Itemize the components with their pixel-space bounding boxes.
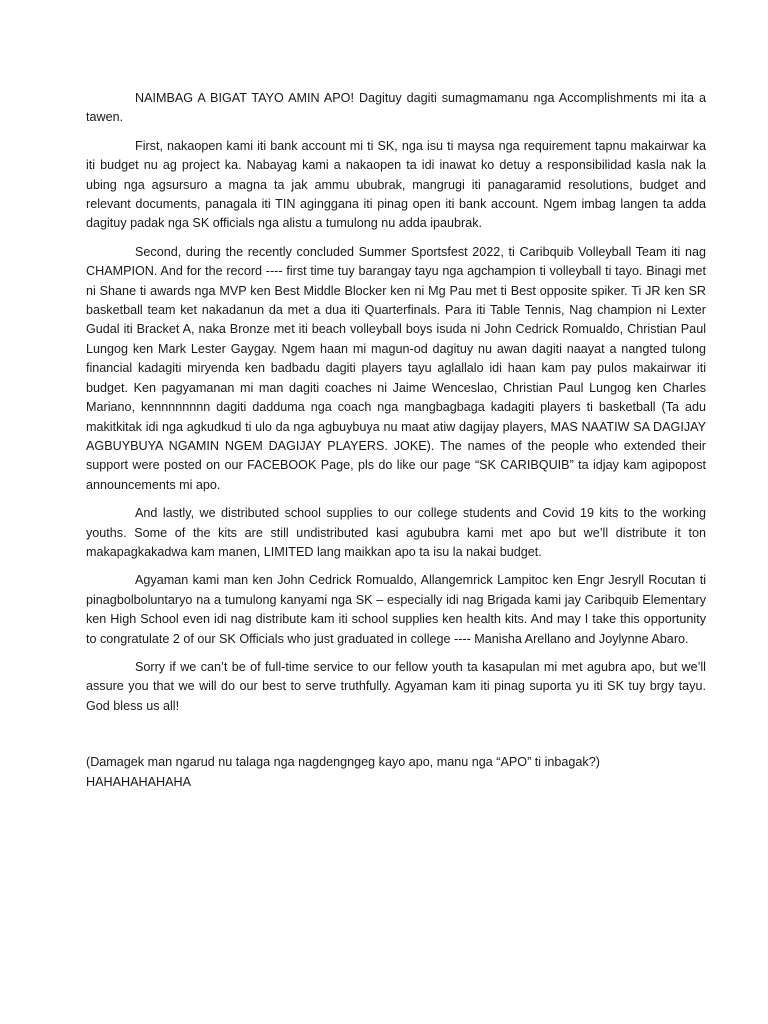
greeting-paragraph: NAIMBAG A BIGAT TAYO AMIN APO! Dagituy dagiti sumagmamanu nga Accomplishments mi ita a tawen. (86, 91, 706, 125)
bank-account-paragraph: First, nakaopen kami iti bank account mi ti SK, nga isu ti maysa nga requirement tapnu makairwar ka iti budget nu ag project ka. Nabayag kami a nakaopen ta idi inawat ko detuy a responsibilidad kasla nak la ubing nga agsursuro a magna ta jak ammu ububrak, mangrugi iti panagaramid resolutions, budget and relevant documents, panagala iti TIN aginggana iti pinag open iti bank account. Ngem imbag langen ta adda dagituy padak nga SK officials nga alistu a tumulong nu adda ipaubrak. (86, 138, 706, 231)
closing-paragraph: Sorry if we can’t be of full-time service to our fellow youth ta kasapulan mi met agubra apo, but we’ll assure you that we will do our best to serve truthfully. Agyaman kam iti pinag suporta yu iti SK tuy brgy tayu. God bless us all! (86, 659, 706, 713)
postscript-question: (Damagek man ngarud nu talaga nga nagdengngeg kayo apo, manu nga “APO” ti inbagak?) (86, 755, 600, 770)
postscript-laughter: HAHAHAHAHAHA (86, 774, 191, 789)
postscript (86, 753, 706, 792)
sportsfest-paragraph: Second, during the recently concluded Summer Sportsfest 2022, ti Caribquib Volleyball Team iti nag CHAMPION. And for the record ---- first time tuy barangay tayu nga agchampion ti volleyball ti tayo. Binagi met ni Shane ti awards nga MVP ken Best Middle Blocker ken ni Mg Pau met ti Best opposite spiker. Ti JR ken SR basketball team ket nakadanun da met a dua iti Quarterfinals. Para iti Table Tennis, Nag champion ni Lexter Gudal iti Bracket A, naka Bronze met iti beach volleyball boys isuda ni John Cedrick Romualdo, Christian Paul Lungog ken Mark Lester Gaygay. Ngem haan mi magun-od dagituy nu awan dagiti naayat a nangted tulong financial kadagiti miryenda ken badbadu dagiti players tayu aglallalo idi haan kam pay pulos makairwar iti budget. Ken pagyamanan mi man dagiti coaches ni Jaime Wenceslao, Christian Paul Lungog ken Charles Mariano, kennnnnnnn dagiti dadduma nga coach nga mangbagbaga kadagiti players ti basketball (Ta adu makitkitak idi nga agkudkud ti ulo da nga agbuybuya nu maat atiw dagijay players, MAS NAATIW SA DAGIJAY AGBUYBUYA NGAMIN NGEM DAGIJAY PLAYERS. JOKE). The names of the people who extended their support were posted on our FACEBOOK Page, pls do like our page “SK CARIBQUIB” ta idjay kam agipopost announcements mi apo. (86, 244, 706, 492)
letter-body (86, 89, 706, 792)
blank-space (86, 725, 706, 753)
school-supplies-paragraph: And lastly, we distributed school supplies to our college students and Covid 19 kits to the working youths. Some of the kits are still undistributed kasi agububra kami met apo but we’ll distribute it ton makapagkakadwa kam manen, LIMITED lang maikkan apo ta isu la nakai budget. (86, 506, 706, 559)
acknowledgement-paragraph: Agyaman kami man ken John Cedrick Romualdo, Allangemrick Lampitoc ken Engr Jesryll Rocutan ti pinagbolboluntaryo na a tumulong kanyami nga SK – especially idi nag Brigada kami jay Caribquib Elementary ken High School even idi nag distribute kam iti school supplies ken health kits. And may I take this opportunity to congratulate 2 of our SK Officials who just graduated in college ---- Manisha Arellano and Joylynne Abaro. (86, 573, 706, 646)
